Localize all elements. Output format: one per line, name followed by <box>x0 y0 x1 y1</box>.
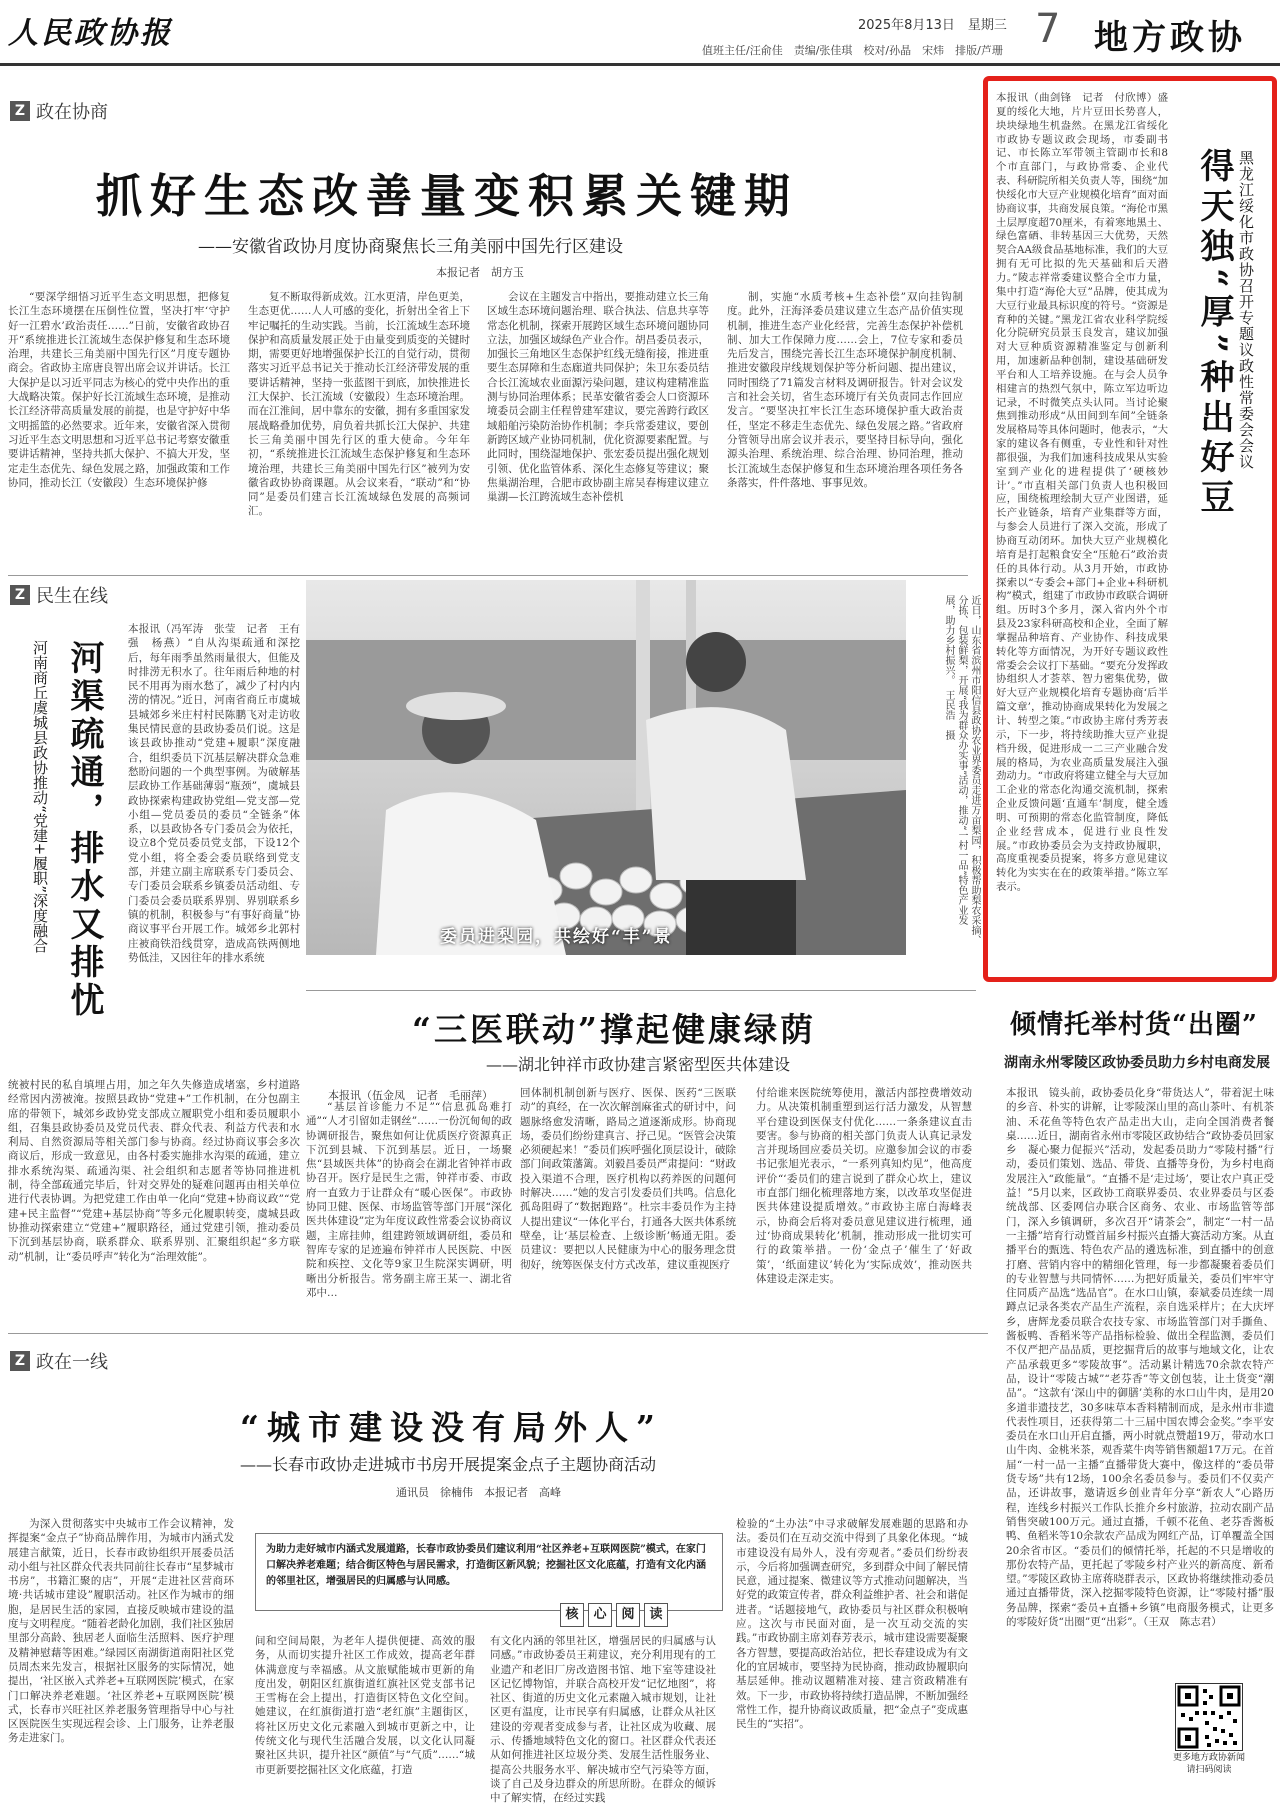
section-title: 地方政协 <box>1094 18 1246 58</box>
qr-caption-line: 请扫码阅读 <box>1186 1765 1232 1775</box>
changchun-body-column: 为深入贯彻落实中央城市工作会议精神，发挥提案“金点子”协商品牌作用，为城市内涵式发展建言献策，近日，长春市政协组织开展委员活动小组与社区群众代表共同前往长春市“星梦城市书房”，书籍汇聚的店”，开展“走进社区营商环境·共话城市建设”履职活动。社区作为城市的细胞，是居民生活的家园，直接反映城市建设的温度与文明程度。“随着老龄化加剧，我们社区独居里部分高龄、独居老人面临生活照料、医疗护理及精神慰藉等困难。”绿园区南湖街道南阳社区党员周杰来先发言，根据社区服务的实际情况，她提出，‘社区嵌入式养老+互联网医院’模式，在家门口解决养老难题。‘社区养老+互联网医院’模式，长春市兴旺社区养老服务管理指导中心与社区医院医生实现远程会诊、上门服务，让养老服务走进家门。 <box>8 1518 234 1745</box>
newspaper-logo: 人民政协报 <box>8 16 173 51</box>
article-body-column: 制，实施“水质考核+生态补偿”双向挂钩制度。此外，汪海泽委员建议建立生态产品价值实现机制，推进生态产业化经营，完善生态保护补偿机制、加大工作保障力度……会上，7位专家和委员先后发言，围绕完善长江生态环境保护制度机制、推进安徽段岸线规划保护等分析问题、提出建议，同时围绕了71篇发言材料及调研报告。针对会议发言和社会关切，省生态环境厅有关负责同志作回应发言。“要坚决扛牢长江生态环境保护重大政治责任，坚定不移走生态优先、绿色发展之路。”省政府分管领导出席会议并表示，要坚持目标导向，强化源头治理、系统治理、综合治理、协同治理，推动长江流域生态保护修复和生态环境治理各项任务各条落实，件件落地、事事见效。 <box>727 291 963 489</box>
section-divider <box>8 1333 988 1334</box>
column-label: 政在协商 <box>36 102 108 123</box>
changchun-headline: “城市建设没有局外人” <box>240 1408 663 1447</box>
page-number: 7 <box>1035 6 1061 52</box>
article-headline: 抓好生态改善量变积累关键期 <box>96 169 798 223</box>
qr-code-icon <box>1176 1684 1242 1750</box>
henan-body-right: 本报讯（冯军涛 张莹 记者 王有强 杨燕）“自从沟渠疏通和深挖后，每年雨季虽然雨量很大，但能及时排涝无积水了。往年雨后种地的村民不用再为雨水愁了，减少了村内内涝的情况。”近日，河南省商丘市虞城县城郊乡米庄村村民陈鹏飞对走访收集民情民意的县政协委员们说。这是该县政协推动“党建+履职”深度融合，组织委员下沉基层解决群众急难愁盼问题的一个典型事例。为破解基层政协工作基础薄弱“瓶颈”，虞城县政协探索构建政协党组—党支部—党小组—党员委员的委员“全链条”体系，以县政协各专门委员会为依托，设立8个党员委员党支部，下设12个党小组，将全委会委员联络到党支部，并建立副主席联系专门委员会、专门委员会联系乡镇委员活动组、专门委员会委员联系界别、界别联系乡镇的机制，积极参与“有事好商量”协商议事平台开展工作。城郊乡北郭村庄被商铁沿线贯穿，造成高铁两侧地势低洼，又因往年的排水系统 <box>128 623 300 964</box>
news-photo <box>306 580 906 955</box>
hunan-headline: 倾情托举村货“出圈” <box>1010 1010 1258 1040</box>
core-reading-box: 为助力走好城市内涵式发展道路，长春市政协委员们建议利用“社区养老+互联网医院”模式，在家门口解决养老难题；结合街区特色与居民需求，打造街区新风貌；挖掘社区文化底蕴，打造有文化内涵的邻里社区，增强居民的归属感与认同感。 <box>255 1533 723 1611</box>
sanyi-headline: “三医联动”撑起健康绿荫 <box>412 1010 816 1049</box>
staff-credits: 值班主任/汪俞佳 责编/张佳琪 校对/孙晶 宋炜 排版/芦珊 <box>702 44 1003 57</box>
sanyi-byline: 本报讯（伍金凤 记者 毛丽萍） <box>328 1089 493 1102</box>
highlight-article-headline: 得天独“厚”种出好豆 <box>1194 148 1234 520</box>
sanyi-body-column: 回体制机制创新与医疗、医保、医药“三医联动”的真经，在一次次解剖麻雀式的研讨中，问题脉络愈发清晰，路局之道逐渐成形。协商现场，委员们纷纷建真言、抒己见。“医管会决策必须硬起来！”委员们疾呼强化顶层设计，破除部门间政策藩篱。刘毅昌委员严肃提问：“财政投入渠道不合理，医疗机构以药养医的问题何时解决……”她的发言引发委员们共鸣。信息化孤岛阻碍了“数据跑路”。杜宗丰委员作为主持人提出建议“一体化平台，打通各大医共体系统壁垒，让‘基层检查、上级诊断’畅通无阻。委员建议：要把以人民健康为中心的服务理念贯彻好，统筹医保支付方式改革，建议重视医疗 <box>520 1087 736 1271</box>
sanyi-body-column: 付给谁来医院统筹使用，激活内部控费增效动力。从决策机制重塑到运行活力激发，从智慧平台建设到医保支付优化……一条条建议直击要害。参与协商的相关部门负责人认真记录发言并现场回应委员关切。应邀参加会议的市委书记张旭光表示，“一系列真知灼见”，他高度评价“‘委员们的建言说到了群众心坎上，建议市直部门细化梳理落地方案，以改革攻坚促进医共体建设提质增效。”市政协主席白海峰表示，协商会后将对委员意见建议进行梳理，通过‘协商成果转化’机制，推动形成一批切实可行的政策举措。一份‘金点子’催生了‘好政策’，‘纸面建议’转化为‘实际成效’，推动医共体建设走深走实。 <box>756 1087 972 1285</box>
article-body-column: 复不断取得新成效。江水更清，岸色更美，生态更优……人人可感的变化，折射出全省上下牢记嘱托的生动实践。当前，长江流域生态环境保护和高质量发展正处于由量变到质变的关键时期，需要更好地增强保护长江的自觉行动，贯彻落实习近平总书记关于推动长江经济带发展的重要讲话精神，坚持一张蓝图干到底，加快推进长江大保护、长江流域（安徽段）生态环境治理。而在江淮间，居中靠东的安徽，拥有多重国家发展战略叠加优势，肩负着共抓长江大保护、共建长三角美丽中国先行区的重大使命。今年年初，“系统推进长江流域生态保护修复和生态环境治理，共建长三角美丽中国先行区”被列为安徽省政协协商课题。从会议来看，“联动”和“协同”是委员们建言长江流域绿色发展的高频词汇。 <box>248 291 470 518</box>
qr-caption-line: 更多地方政协新闻 <box>1172 1753 1245 1763</box>
changchun-body-column: 间和空间局限，为老年人提供便捷、高效的服务，从而切实提升社区工作成效，提高老年群体满意度与幸福感。从文旅赋能城市更新的角度出发，朝阳区红旗街道红旗社区党支部书记王雪梅在会上提出，打造街区特色文化空间。她建议，在红旗街道打造“老红旗”主题街区，将社区历史文化元素融入到城市更新之中，让传统文化与现代生活融合发展，以文化认同凝聚社区共识，提升社区“颜值”与“气质”……“城市更新要挖掘社区文化底蕴，打造 <box>255 1635 475 1776</box>
masthead-rule <box>0 63 1280 66</box>
henan-headline: 河渠疏通，排水又排忧 <box>64 640 104 1020</box>
article-body-column: 会议在主题发言中指出，要推动建立长三角区域生态环境问题治理、联合执法、信息共享等常态化机制，探索开展跨区域生态环境问题协同立法，加强区域绿色产业合作。胡昌委员表示，加强长三角地区生态保护红线无缝衔接，推进重要生态屏障和生态廊道共同保护；朱卫东委员结合长江流域农业面源污染问题，建议构建精准监测与协同治理体系；民革安徽省委会人口资源环境委员会副主任程曾建军建议，要完善跨行政区域船舶污染防治协作机制；李兵常委建议，要创新跨区域产业协同机制，优化资源要素配置。与此同时，围绕湿地保护、张宏委员提出强化规划引领、优化监管体系、深化生态修复等建议；聚焦巢湖治理，合肥市政协副主席吴春梅建议建立巢湖—长江跨流域生态补偿机 <box>487 291 709 504</box>
qr-code[interactable] <box>1175 1683 1243 1751</box>
changchun-body-column: 检验的“土办法”中寻求破解发展难题的思路和办法。委员们在互动交流中得到了具象化体现。“城市建设没有局外人，没有旁观者。”委员们纷纷表示，今后将加强调查研究，多到群众中间了解民情民意，通过提案、微建议等方式推动问题解决，当好党的政策宣传者，群众利益维护者、社会和谐促进者。“话题接地气，政协委员与社区群众积极响应。这次与市民面对面，是一次互动交流的实践。”市政协副主席刘春芳表示，城市建设需要凝聚各方智慧，要提高政治站位，把长春建设成为有文化的宜居城市，要坚持为民协商，推动政协履职向基层延伸。推动议题精准对接、建言资政精准有效。下一步，市政协将持续打造品牌，不断加强经常性工作，提升协商议政质量，把“金点子”变成惠民生的“实招”。 <box>736 1518 968 1731</box>
column-heading-mid <box>10 582 108 608</box>
section-divider <box>306 990 976 991</box>
core-reading-char: 读 <box>644 1603 668 1627</box>
core-reading-tag <box>560 1603 668 1627</box>
photo-caption: 委员进梨园，共绘好“丰”景 <box>440 927 673 947</box>
sanyi-subheadline: ——湖北钟祥市政协建言紧密型医共体建设 <box>486 1055 791 1074</box>
column-z-icon: Z <box>10 101 30 121</box>
changchun-body-column: 有文化内涵的邻里社区，增强居民的归属感与认同感。”市政协委员王莉建议，充分利用现有的工业遗产和老旧厂房改造图书馆、地下室等建设社区记忆博物馆，并联合高校开发“记忆地图”，将社区、街道的历史文化元素融入城市规划，让社区更有温度，让市民享有归属感，让群众从社区建设的旁观者变成参与者，让社区成为收藏、展示、传播地域特色文化的窗口。社区群众代表还从如何推进社区垃圾分类、发展生活性服务业、提高公共服务水平、解决城市空气污染等方面，谈了自己及身边群众的所思所盼。在群众的倾诉中了解实情，在经过实践 <box>490 1635 716 1805</box>
hunan-body: 本报讯 镜头前，政协委员化身“带货达人”，带着泥土味的乡音、朴实的讲解，让零陵深山里的高山茶叶、有机茶油、禾花鱼等特色农产品走出大山，走向全国消费者餐桌……近日，湖南省永州市零陵区政协结合“政协委员回家乡 凝心聚力促振兴”活动，发起委员助力“零陵村播”行动，委员们策划、选品、带货、直播等身份，为乡村电商发展注入“政能量”。“直播不是‘走过场’，要让农户真正受益！”5月以来，区政协工商联界委员、农业界委员与区委统战部、区委网信办联合区商务、农业、市场监管等部门，深入乡镇调研，多次召开“请茶会”，制定“一村一品一主播”培育行动暨首届乡村振兴直播大赛活动方案。从直播平台的甄选、特色农产品的遴选标准，到直播中的创意打磨、营销内容中的精细化管理，每一步都凝聚着委员们的专业智慧与共同情怀……为把好质量关，委员们牢牢守住同质产品选“选品官”。在水口山镇，泰斌委员连续一周蹲点记录各类农产品生产流程，亲自选采样片；在大庆坪乡，唐辉龙委员联合农技专家、市场监管部门对手撕鱼、酱板鸭、香稻米等产品指标检验、做出全程监测，委员们不仅严把产品品质，更挖掘背后的故事与地域文化，让农产品承载更多“零陵故事”。活动累计精选70余款农特产品，设计“零陵古城”“老芬香”等文创包装，让土货变“潮品”。“这款有‘深山中的御膳’美称的水口山牛肉，是用20多道非遗技艺，30多味草本香料精制而成，是永州市非遗代表性项目，还获得第二十三届中国农博会金奖。”李平安委员在水口山开启直播，两小时就点赞超19万，带动水口山牛肉、金桃米茶，观香菜牛肉等销售额超17万元。在首届“一村一品一主播”直播带货大赛中，像这样的“委员带货专场”共有12场，100余名委员参与。委员们不仅卖产品，还讲故事，邀请返乡创业青年分享“新农人”心路历程，连线乡村振兴工作队长推介乡村旅游，拉动农副产品销售突破100万元。通过直播，千顿不花鱼、老芬香酱板鸭、鱼稻米等10余款农产品成为网红产品，订单覆盖全国20余省市区。“委员们的倾情托举，托起的不只是增收的那份农特产品，更托起了零陵乡村产业兴的新高度、新希望。”零陵区政协主席蒋晓群表示，区政协将继续推动委员通过直播带货，深入挖掘零陵特色资源，让“零陵村播”服务品牌，探索“委员+直播+乡镇”电商服务模式，让更多的零陵好货“出圈”更“出彩”。（王双 陈志君） <box>1006 1087 1274 1628</box>
highlight-article-subheadline: 黑龙江绥化市政协召开专题议政性常委会会议 <box>1237 150 1255 470</box>
column-z-icon: Z <box>10 1351 30 1371</box>
changchun-byline: 通讯员 徐楠伟 本报记者 高峰 <box>396 1486 561 1499</box>
column-label: 政在一线 <box>36 1352 108 1373</box>
core-reading-char: 核 <box>560 1603 584 1627</box>
column-heading-bottom <box>10 1348 108 1374</box>
changchun-subheadline: ——长春市政协走进城市书房开展提案金点子主题协商活动 <box>240 1455 657 1474</box>
hunan-subheadline: 湖南永州零陵区政协委员助力乡村电商发展 <box>1004 1055 1270 1071</box>
article-subheadline: ——安徽省政协月度协商聚焦长三角美丽中国先行区建设 <box>198 237 623 257</box>
masthead <box>0 0 1280 64</box>
henan-subheadline: 河南商丘虞城县政协推动“党建+履职”深度融合 <box>31 640 49 953</box>
henan-body-bottom: 统被村民的私自填埋占用，加之年久失修造成堵塞，乡村道路经常因内涝被淹。按照县政协“党建+”工作机制，在分包副主席的带领下，城郊乡政协党支部成立履职党小组和委员履职小组，召集县政协委员及党员代表、群众代表、利益方代表和水利局、自然资源局等相关部门参与协商。经过协商议事会多次商议后，形成一致意见，由各村委实施排水沟渠的疏通，建立排水系统沟渠、疏通沟渠、社会组织和志愿者等协同推进机制，待全部疏通完毕后，针对交界处的疑难问题再由相关单位进行代表协调。为把党建工作由单一化向“党建+协商议政”“党建+民主监督”“党建+基层协商”等多元化履职转变，虞城县政协推动探索建立“党建+”履职路径，通过党建引领，推动委员下沉到基层协商，联系群众、联系界别、汇聚组织起“多方联动”机制，让“委员呼声”转化为“治理效能”。 <box>8 1079 300 1263</box>
photo-pear-harvest <box>306 580 906 955</box>
article-body-column: “要深学细悟习近平生态文明思想，把修复长江生态环境摆在压倒性位置，坚决打牢‘守护好一江碧水’政治责任……”日前，安徽省政协召开“系统推进长江流域生态保护修复和生态环境治理，共建长三角美丽中国先行区”月度专题协商会。省政协主席唐良智出席会议并讲话。长江大保护是以习近平同志为核心的党中央作出的重大战略决策。保护好长江流域生态环境，是推动长江经济带高质量发展的前提，也是守护好中华文明摇篮的必然要求。近年来，安徽省深入贯彻习近平生态文明思想和习近平总书记考察安徽重要讲话精神，坚持共抓大保护、不搞大开发，坚定走生态优先、绿色发展之路，加强政策和工作协同，推动长江（安徽段）生态环境保护修 <box>8 291 230 489</box>
qr-caption <box>1164 1752 1254 1776</box>
core-reading-char: 心 <box>588 1603 612 1627</box>
column-heading-top <box>10 98 108 124</box>
highlight-article-body: 本报讯（曲剑锋 记者 付欣博）盛夏的绥化大地，片片豆田长势喜人，块块绿地生机盎然。在黑龙江省绥化市政协专题议政会现场，市委副书记、市长陈立军带领主管副市长和8个市直部门，与政协常委、企业代表、科研院所相关负责人等，围绕“加快绥化市大豆产业规模化培育”面对面协商议事，共商发展良策。“海伦市黑土层厚度超70厘米，有着寒地黑土、绿色富硒、非转基因三大优势，天然契合AA级食品基地标准，我们的大豆拥有无可比拟的先天基础和后天潜力。”陵志祥常委建议整合全市力量，集中打造“海伦大豆”品牌，使其成为大豆行业最具标识度的符号。“资源是育种的关键。”黑龙江省农业科学院绥化分院研究员景玉良发言，建议加强对大豆种质资源精准鉴定与创新利用，加速新品种创制，建设基础研发平台和人工培养设施。在与会人员争相建言的热烈气氛中，陈立军边听边记录，不时微笑点头认同。当讨论聚焦到推动形成“从田间到车间”全链条发展格局等具体问题时，他表示，“大家的建议各有侧重，专业性和针对性都很强，为我们加速科技成果从实验室到产业化的进程提供了‘硬核妙计’。”市直相关部门负责人也积极回应，围绕梳理绘制大豆产业图谱，延长产业链条，培育产业集群等方面，与参会人员进行了深入交流，形成了协商互动闭环。加快大豆产业规模化培育是打起粮食安全“压舱石”政治责任的具体行动。从3月开始，市政协探索以“专委会+部门+企业+科研机构”模式，组建了市政协市政联合调研组。历时3个多月，深入省内外个市县及23家科研高校和企业，全面了解掌握品种培育、产业协作、科技成果转化等方面情况，为开好专题议政性常委会会议打下基础。“要充分发挥政协组织人才荟萃、智力密集优势，做好大豆产业规模化培育专题协商‘后半篇文章’，推动协商成果转化为发展之计、转型之策。”市政协主席付秀芳表示，下一步，将持续助推大豆产业提档升级，促进形成一二三产业融合发展的格局，为农业高质量发展注入强劲动力。“市政府将建立健全与大豆加工企业的常态化沟通交流机制，探索企业反馈问题‘直通车’制度，健全透明、可预期的常态化监管制度，降低企业经营成本，促进行业良性发展。”市政协委员会为支持政协履职，高度重视委员提案，将多方意见建议转化为实实在在的政策举措。”陈立军表示。 <box>996 92 1168 894</box>
photo-vertical-caption: 近日，山东省滨州市阳信县政协农业界委员走进万亩梨园，积极帮助梨农采摘、分拣、包装鲜梨，开展“我为群众办实事”活动，推动“一村一品”特色产业发展，助力乡村振兴。 王民浩 摄 <box>943 595 980 945</box>
issue-date: 2025年8月13日 星期三 <box>858 18 1007 33</box>
article-byline: 本报记者 胡方玉 <box>436 266 524 279</box>
section-divider <box>8 575 968 576</box>
sanyi-body-column: “基层首诊能力不足”“信息孤岛难打通”“人才引留如走钢丝”……一份沉甸甸的政协调研报告，聚焦如何让优质医疗资源真正下沉到县城、下沉到基层。近日，一场聚焦“县域医共体”的协商会在湖北省钟祥市政协召开。医疗是民生之需，钟祥市委、市政府一直致力于让群众有“暖心医保”。市政协协同卫健、医保、市场监管等部门开展“深化医共体建设”定为年度议政性常委会议协商议题，主席挂帅，组建跨领域调研组，委员和智库专家的足迹遍布钟祥市人民医院、中医院和疾控、文化等9家卫生院深实调研，明晰出分析报告。常务副主席王某一、湖北省邓中… <box>306 1101 512 1299</box>
core-reading-char: 阅 <box>616 1603 640 1627</box>
column-z-icon: Z <box>10 585 30 605</box>
column-label: 民生在线 <box>36 586 108 607</box>
